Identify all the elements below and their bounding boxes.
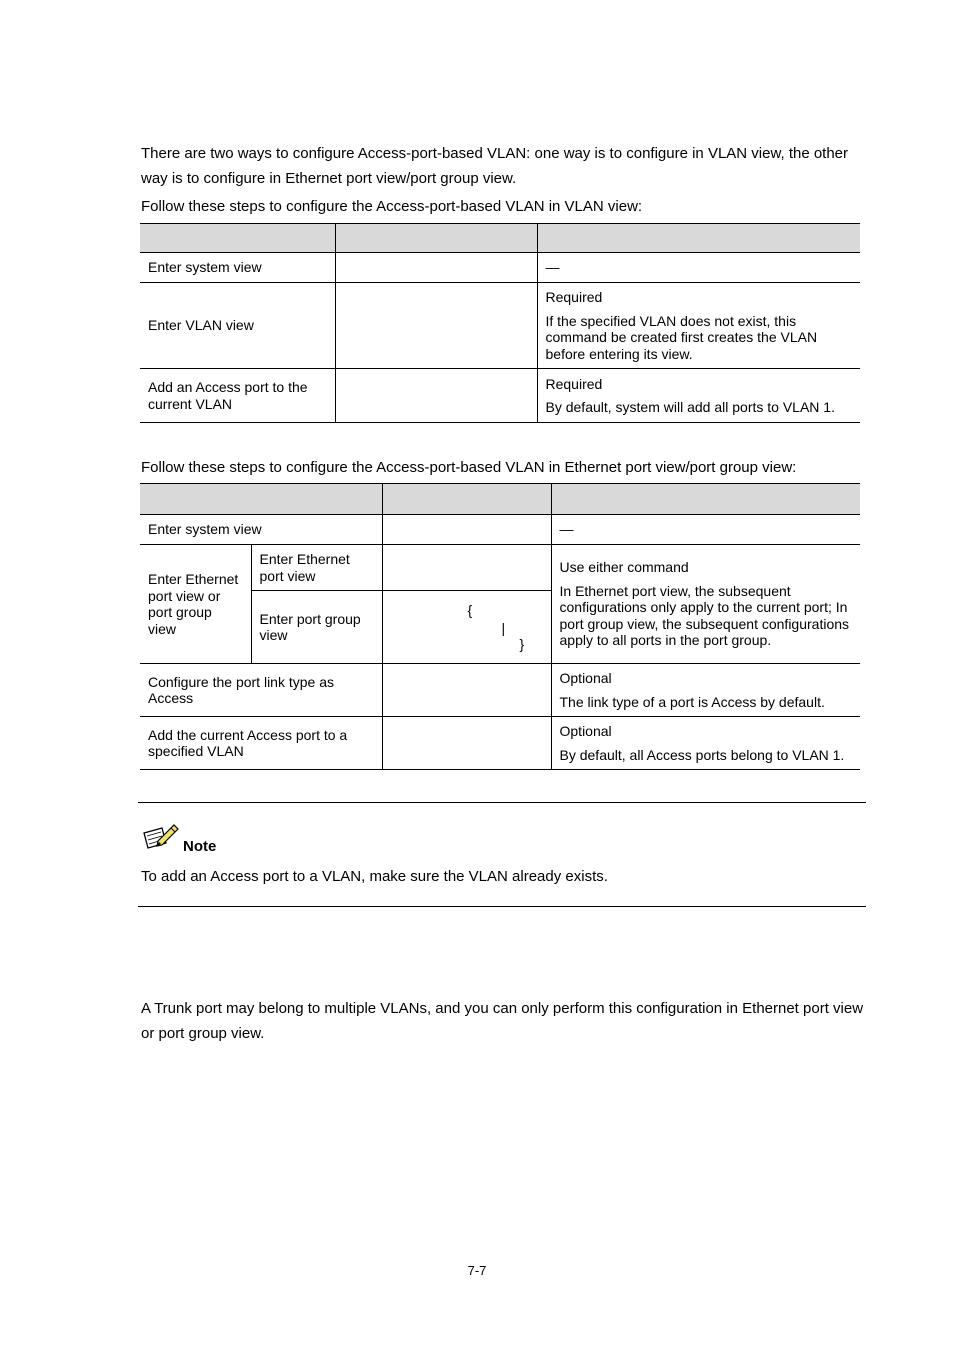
remarks-cell (551, 717, 860, 770)
todo-cell: Enter Ethernet port view (251, 545, 382, 591)
todo-cell: Add an Access port to the current VLAN (140, 369, 335, 423)
todo-cell: Enter system view (140, 253, 335, 283)
remarks-cell: — (537, 253, 860, 283)
todo-cell: Configure the port link type as Access (140, 664, 382, 717)
vlan-view-steps-table (140, 223, 860, 423)
remarks-detail: If the specified VLAN does not exist, this command be created first creates the VLAN before entering its view. (545, 312, 818, 362)
command-cell (382, 664, 551, 717)
header-cell (335, 224, 537, 253)
table2-lead-in: Follow these steps to configure the Access-port-based VLAN in Ethernet port view/port group view: (141, 459, 797, 476)
intro-paragraph: There are two ways to configure Access-port-based VLAN: one way is to configure in VLAN view, the other way is to configure in Ethernet port view/port group view. (141, 145, 849, 187)
table1-lead-in: Follow these steps to configure the Access-port-based VLAN in VLAN view: (141, 198, 643, 215)
todo-cell: Enter port group view (251, 591, 382, 664)
page-number: 7-7 (467, 1263, 487, 1278)
header-cell (551, 484, 860, 515)
table-row (140, 283, 860, 369)
remarks-detail: By default, system will add all ports to VLAN 1. (545, 399, 835, 415)
table-row (140, 545, 860, 591)
note-pencil-icon (141, 822, 179, 855)
group-label-cell: Enter Ethernet port view or port group view (140, 545, 251, 664)
command-cell (335, 369, 537, 423)
remarks-cell: — (551, 515, 860, 545)
remarks-detail: The link type of a port is Access by default. (559, 693, 825, 710)
command-cell (335, 253, 537, 283)
table-row (140, 664, 860, 717)
brace-open: { (467, 602, 473, 618)
remarks-detail: By default, all Access ports belong to VLAN 1. (559, 746, 845, 763)
remarks-title: Optional (559, 670, 612, 686)
command-cell (382, 515, 551, 545)
choice-bar: | (501, 620, 506, 636)
todo-cell: Enter system view (140, 515, 382, 545)
note-title: Note (183, 838, 217, 855)
command-cell (335, 283, 537, 369)
remarks-cell (551, 545, 860, 664)
note-bottom-divider (138, 906, 866, 907)
remarks-cell (551, 664, 860, 717)
table-row (140, 515, 860, 545)
header-cell (140, 484, 382, 515)
command-cell (382, 545, 551, 591)
command-cell (382, 591, 551, 664)
brace-close: } (519, 636, 525, 652)
remarks-cell (537, 283, 860, 369)
note-top-divider (138, 802, 866, 803)
todo-cell: Add the current Access port to a specified VLAN (140, 717, 382, 770)
trunk-paragraph: A Trunk port may belong to multiple VLANs, and you can only perform this configuration in Ethernet port view or port group view. (141, 1000, 864, 1042)
table1-header-row (140, 224, 860, 253)
remarks-detail: In Ethernet port view, the subsequent configurations only apply to the current port; In port group view, the subsequent configurations apply to all ports in the port group. (559, 582, 850, 649)
remarks-title: Required (545, 375, 603, 392)
table-row (140, 369, 860, 423)
table-row (140, 717, 860, 770)
table-row (140, 253, 860, 283)
header-cell (382, 484, 551, 515)
port-view-steps-table (140, 483, 860, 770)
table2-header-row (140, 484, 860, 515)
todo-cell: Enter VLAN view (140, 283, 335, 369)
remarks-title: Optional (559, 723, 612, 739)
remarks-cell (537, 369, 860, 423)
header-cell (140, 224, 335, 253)
command-cell (382, 717, 551, 770)
note-header (141, 822, 216, 855)
remarks-title: Use either command (559, 559, 689, 576)
header-cell (537, 224, 860, 253)
note-text: To add an Access port to a VLAN, make sure the VLAN already exists. (141, 868, 608, 885)
remarks-title: Required (545, 289, 603, 305)
